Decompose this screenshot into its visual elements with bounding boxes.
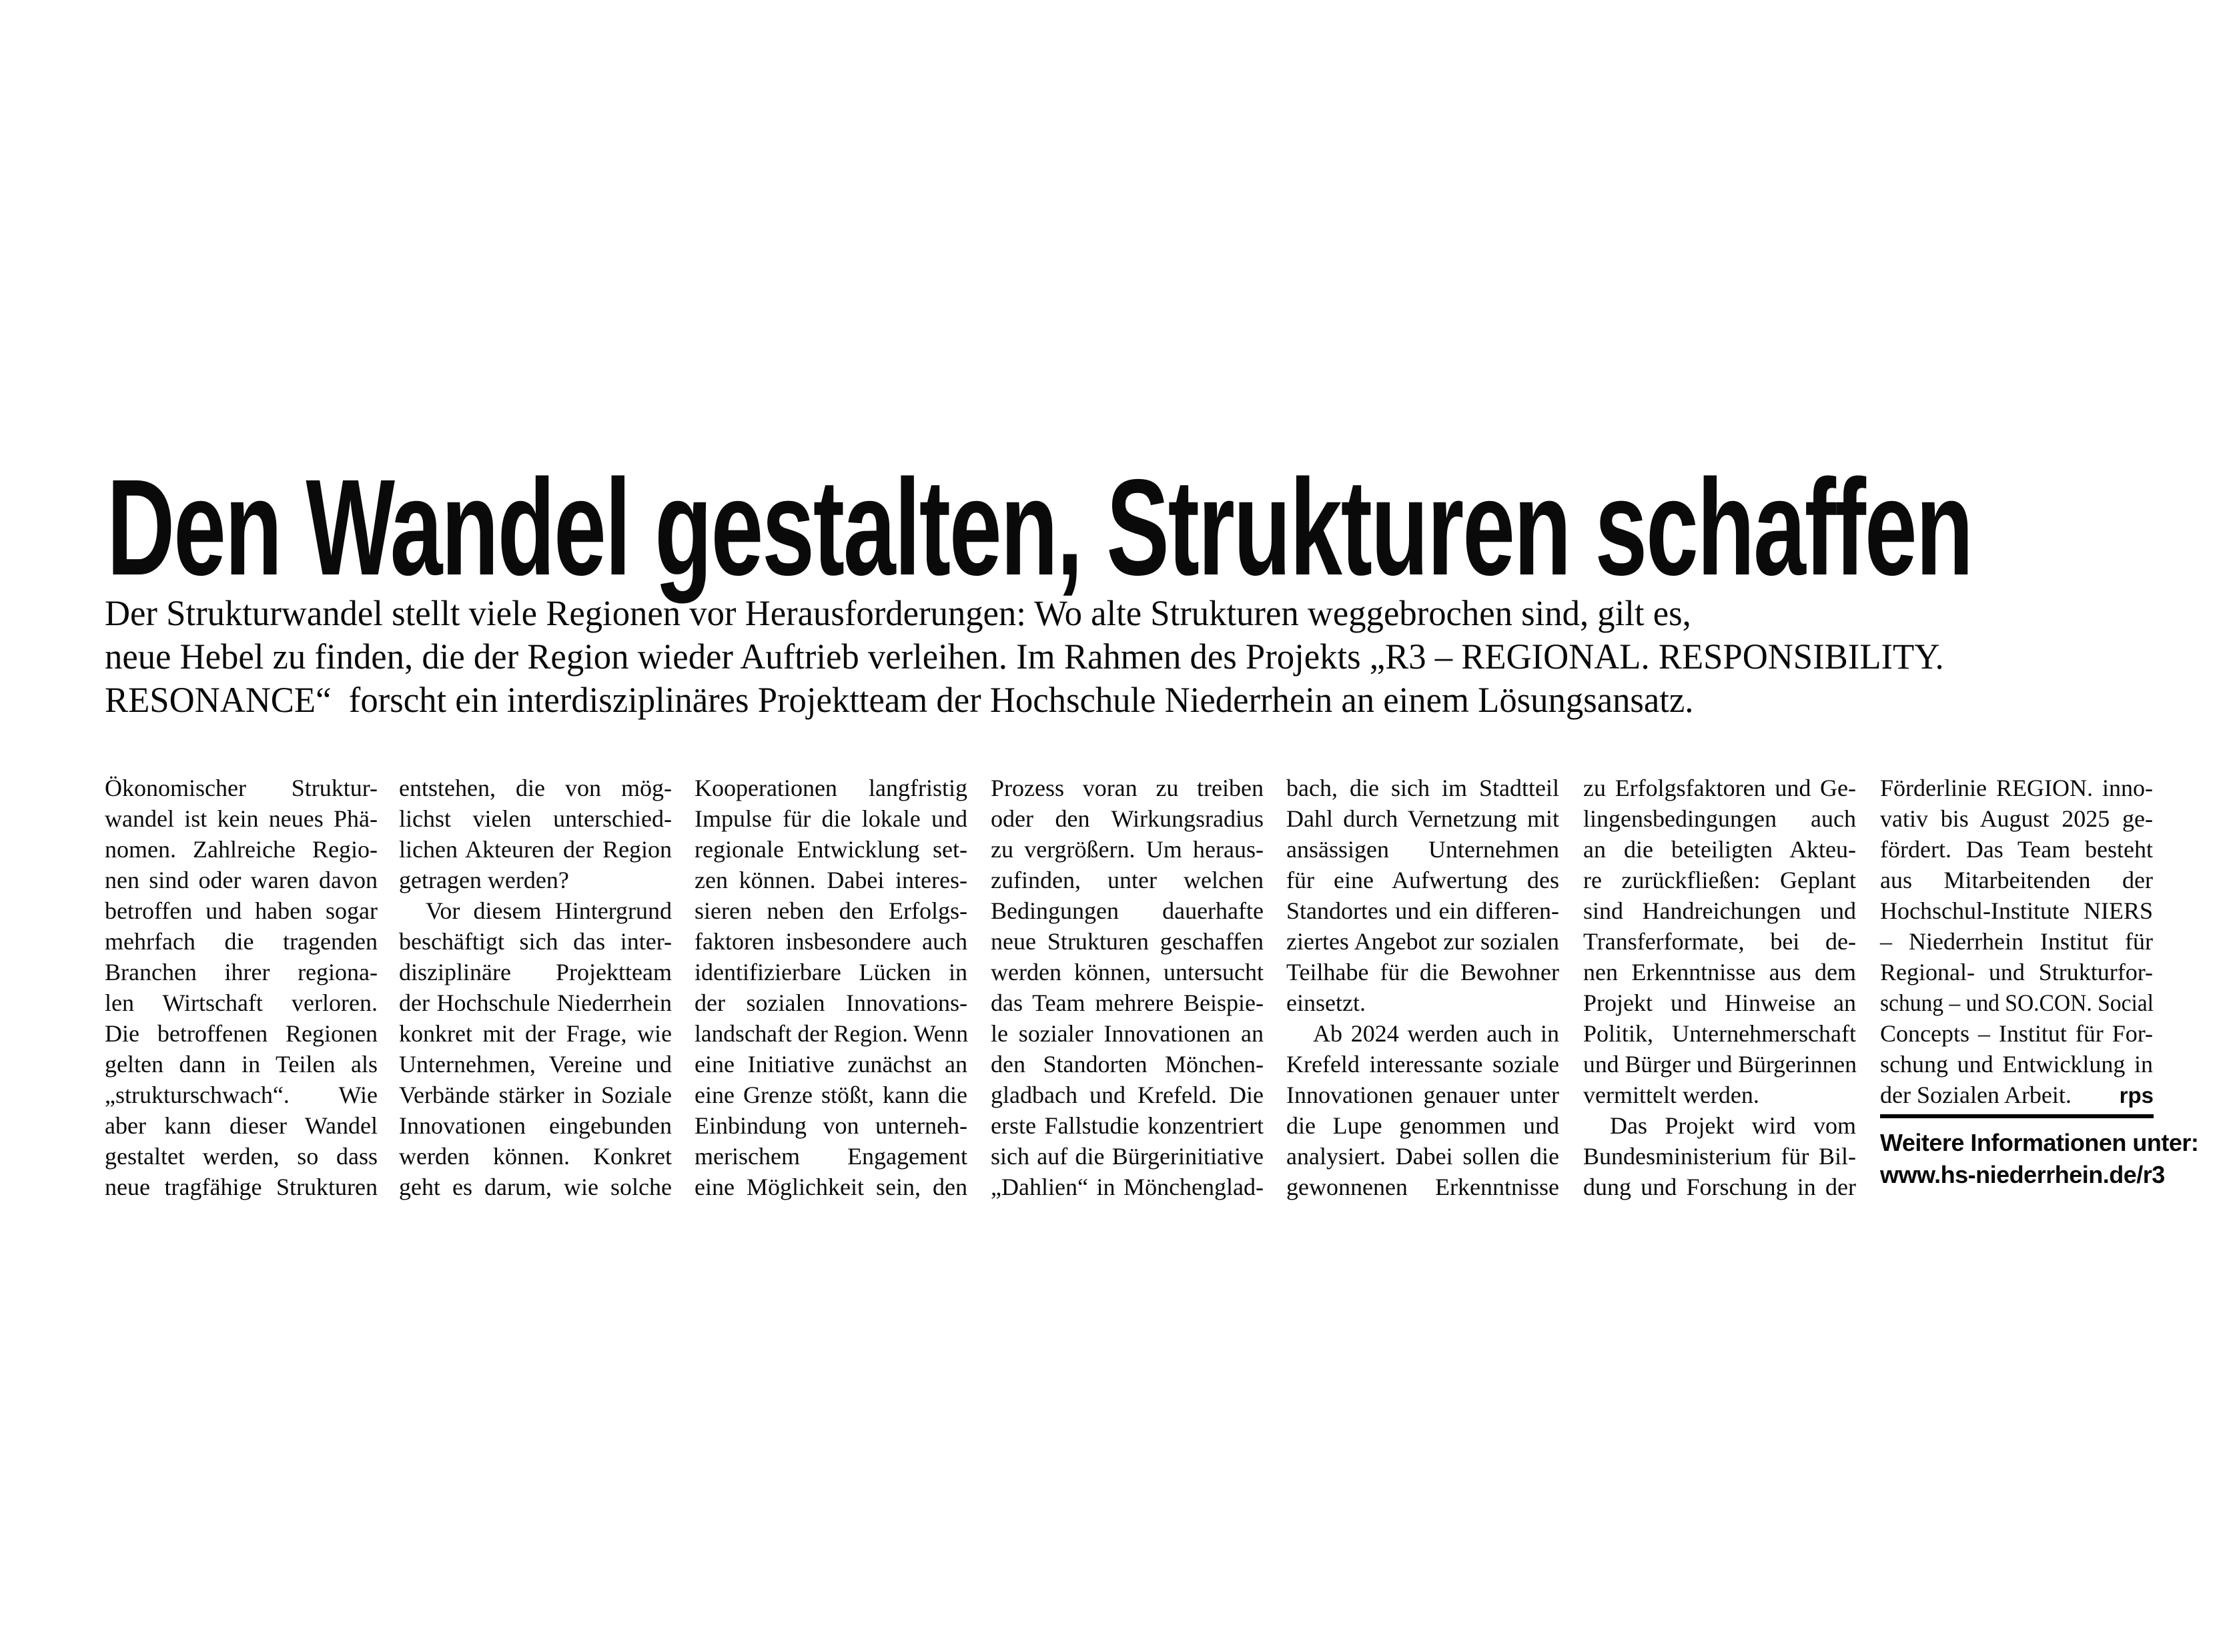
body-line <box>695 895 968 926</box>
body-line <box>1583 834 1857 865</box>
body-line-text: neue tragfähige Strukturen <box>105 1174 378 1200</box>
body-line-text: zufinden, unter welchen <box>991 867 1264 893</box>
body-line <box>399 1018 673 1049</box>
body-line <box>1286 865 1560 895</box>
body-line <box>1880 865 2154 895</box>
body-line-text: ziertes Angebot zur sozialen <box>1286 928 1559 955</box>
body-line <box>105 957 378 987</box>
body-line-text: Regional- und Strukturfor- <box>1880 959 2153 985</box>
body-line-text: zen können. Dabei interes- <box>695 867 967 893</box>
body-line-text: Das Projekt wird vom <box>1610 1112 1856 1139</box>
body-line-text: „strukturschwach“. Wie <box>105 1082 378 1108</box>
body-line <box>991 773 1264 803</box>
article-column-3 <box>695 773 968 1202</box>
lead-line: RESONANCE“ forscht ein interdisziplinäres Projektteam der Hochschule Niederrhein an einem Lösungsansatz. <box>105 680 1694 720</box>
body-line-text: Bundesministerium für Bil- <box>1583 1143 1856 1170</box>
body-line <box>399 1110 673 1141</box>
lead-line: neue Hebel zu finden, die der Region wieder Auftrieb verleihen. Im Rahmen des Projekts „R3 – REGIONAL. RESPONSIBILITY. <box>105 637 1944 677</box>
body-line-text: Teilhabe für die Bewohner <box>1286 959 1559 985</box>
body-line <box>1880 926 2154 957</box>
body-line <box>399 865 673 895</box>
body-line-text: re zurückfließen: Geplant <box>1583 867 1856 893</box>
body-line <box>695 803 968 834</box>
body-line-text: landschaft der Region. Wenn <box>695 1020 968 1047</box>
body-line-text: Ab 2024 werden auch in <box>1313 1020 1559 1047</box>
body-line-text: regionale Entwicklung set- <box>695 836 967 863</box>
body-line-text: gewonnenen Erkenntnisse <box>1286 1174 1559 1200</box>
body-line-text: nen sind oder waren davon <box>105 867 378 893</box>
body-line-text: Prozess voran zu treiben <box>991 775 1264 801</box>
body-line-text: Förderlinie REGION. inno- <box>1880 775 2153 801</box>
body-line-text: wandel ist kein neues Phä- <box>105 805 378 832</box>
body-line <box>1286 803 1560 834</box>
body-line <box>1286 1172 1560 1202</box>
body-line-text: Projekt und Hinweise an <box>1583 989 1856 1016</box>
body-line <box>399 926 673 957</box>
article-column-4 <box>991 773 1264 1202</box>
body-line <box>695 834 968 865</box>
body-line <box>105 926 378 957</box>
body-line <box>991 1172 1264 1202</box>
body-line-text: nomen. Zahlreiche Regio- <box>105 836 378 863</box>
body-line-text: Branchen ihrer regiona- <box>105 959 378 985</box>
body-line-text: sich auf die Bürgerinitiative <box>991 1143 1264 1170</box>
body-line <box>1583 987 1857 1018</box>
body-line-text: lingensbedingungen auch <box>1583 805 1856 832</box>
body-line <box>399 773 673 803</box>
body-line <box>1880 1049 2154 1080</box>
body-line <box>399 803 673 834</box>
body-line <box>1286 834 1560 865</box>
body-line <box>1880 987 2154 1018</box>
body-line-text: Die betroffenen Regionen <box>105 1020 378 1047</box>
body-line-text: für eine Aufwertung des <box>1286 867 1559 893</box>
body-line-text: schung und Entwicklung in <box>1880 1051 2153 1078</box>
article-column-5 <box>1286 773 1560 1202</box>
body-line <box>1286 957 1560 987</box>
body-line-text: Dahl durch Vernetzung mit <box>1286 805 1559 832</box>
body-line <box>695 865 968 895</box>
body-line <box>1583 895 1857 926</box>
body-line-text: aus Mitarbeitenden der <box>1880 867 2153 893</box>
body-line <box>105 773 378 803</box>
body-line <box>1583 926 1857 957</box>
body-line <box>399 834 673 865</box>
body-line <box>1880 773 2154 803</box>
body-line-text: sieren neben den Erfolgs- <box>695 897 967 924</box>
body-line <box>991 803 1264 834</box>
body-line-text: gladbach und Krefeld. Die <box>991 1082 1264 1108</box>
body-line-text: faktoren insbesondere auch <box>695 928 967 955</box>
body-line <box>1583 957 1857 987</box>
body-line <box>399 1141 673 1172</box>
body-line-text: der Hochschule Niederrhein <box>399 989 672 1016</box>
body-line-text: Hochschul-Institute NIERS <box>1880 897 2153 924</box>
body-line-text: einsetzt. <box>1286 989 1366 1016</box>
article-column-6 <box>1583 773 1857 1202</box>
body-line-text: neue Strukturen geschaffen <box>991 928 1264 955</box>
body-line-text: geht es darum, wie solche <box>399 1174 672 1200</box>
body-line-text: merischem Engagement <box>695 1143 967 1170</box>
body-line-text: eine Möglichkeit sein, den <box>695 1174 967 1200</box>
body-line-text: Vor diesem Hintergrund <box>426 897 672 924</box>
body-line <box>1880 834 2154 865</box>
body-line <box>695 1018 968 1049</box>
body-line <box>695 1172 968 1202</box>
more-info-heading: Weitere Informationen unter: <box>1880 1129 2199 1156</box>
body-line <box>1286 1080 1560 1110</box>
body-line-text: dung und Forschung in der <box>1583 1174 1856 1200</box>
body-line <box>105 1172 378 1202</box>
body-line-text: Ökonomischer Struktur- <box>105 775 378 801</box>
body-line-text: Standortes und ein differen- <box>1286 897 1559 924</box>
body-line-text: disziplinäre Projektteam <box>399 959 672 985</box>
body-line-text: Verbände stärker in Soziale <box>399 1082 672 1108</box>
body-line <box>105 987 378 1018</box>
body-line-text: nen Erkenntnisse aus dem <box>1583 959 1856 985</box>
lead-line: Der Strukturwandel stellt viele Regionen vor Herausforderungen: Wo alte Strukturen weggebrochen sind, gilt es, <box>105 593 1691 633</box>
article-column-2 <box>399 773 673 1202</box>
body-line-text: ansässigen Unternehmen <box>1286 836 1559 863</box>
body-line <box>991 1018 1264 1049</box>
body-line <box>1880 957 2154 987</box>
body-line <box>1583 773 1857 803</box>
body-line-text: den Standorten Mönchen- <box>991 1051 1264 1078</box>
body-line <box>1286 1110 1560 1141</box>
article-column-7 <box>1880 773 2199 1191</box>
body-line-text: der sozialen Innovations- <box>695 989 967 1016</box>
body-line-text: bach, die sich im Stadtteil <box>1286 775 1559 801</box>
body-line <box>1880 895 2154 926</box>
body-line <box>695 1049 968 1080</box>
body-line-text: le sozialer Innovationen an <box>991 1020 1264 1047</box>
body-line <box>105 1018 378 1049</box>
body-line-text: – Niederrhein Institut für <box>1880 928 2153 955</box>
body-line-text: Krefeld interessante soziale <box>1286 1051 1559 1078</box>
body-line-text: len Wirtschaft verloren. <box>105 989 378 1016</box>
body-line <box>991 1141 1264 1172</box>
body-line <box>105 1049 378 1080</box>
body-line-text: mehrfach die tragenden <box>105 928 378 955</box>
body-line <box>105 865 378 895</box>
body-line <box>695 926 968 957</box>
body-line <box>1286 773 1560 803</box>
body-line <box>1286 987 1560 1018</box>
more-info-url: www.hs-niederrhein.de/r3 <box>1880 1161 2165 1188</box>
body-line-text: eine Initiative zunächst an <box>695 1051 967 1078</box>
body-line-text: Transferformate, bei de- <box>1583 928 1856 955</box>
body-line-text: Innovationen genauer unter <box>1286 1082 1559 1108</box>
body-line <box>1583 865 1857 895</box>
body-line <box>105 803 378 834</box>
body-line-text: analysiert. Dabei sollen die <box>1286 1143 1559 1170</box>
body-line <box>1583 1080 1857 1110</box>
body-line-text: und Bürger und Bürgerinnen <box>1583 1051 1857 1078</box>
body-line-text: fördert. Das Team besteht <box>1880 836 2153 863</box>
body-line <box>399 1080 673 1110</box>
body-line <box>991 1110 1264 1141</box>
body-line <box>1880 1018 2154 1049</box>
body-line-text: sind Handreichungen und <box>1583 897 1856 924</box>
body-line-text: der Sozialen Arbeit. <box>1880 1082 2072 1108</box>
body-line-text: werden können, untersucht <box>991 959 1264 985</box>
body-line <box>399 957 673 987</box>
body-line-text: Innovationen eingebunden <box>399 1112 672 1139</box>
body-line-text: gelten dann in Teilen als <box>105 1051 378 1078</box>
body-line-text: lichen Akteuren der Region <box>399 836 672 863</box>
body-line <box>399 895 673 926</box>
body-line <box>1583 803 1857 834</box>
body-line-text: vermittelt werden. <box>1583 1082 1759 1108</box>
body-line <box>1286 895 1560 926</box>
body-line <box>991 987 1264 1018</box>
body-line <box>105 895 378 926</box>
article-lead <box>105 592 2146 722</box>
body-line <box>1583 1141 1857 1172</box>
body-line-text: an die beteiligten Akteu- <box>1583 836 1856 863</box>
article-column-1 <box>105 773 378 1202</box>
body-line <box>695 957 968 987</box>
body-line <box>991 834 1264 865</box>
body-line <box>1286 1141 1560 1172</box>
body-line-text: Einbindung von unterneh- <box>695 1112 967 1139</box>
article-headline: Den Wandel gestalten, Strukturen schaffen <box>107 451 1972 604</box>
body-line <box>1286 1049 1560 1080</box>
body-line-text: Concepts – Institut für For- <box>1880 1020 2153 1047</box>
body-line-text: zu Erfolgsfaktoren und Ge- <box>1583 775 1856 801</box>
body-line <box>1880 1080 2154 1110</box>
body-line <box>695 773 968 803</box>
body-line <box>1583 1018 1857 1049</box>
body-line-text: Impulse für die lokale und <box>695 805 967 832</box>
body-line-text: das Team mehrere Beispie- <box>991 989 1264 1016</box>
body-line <box>695 1080 968 1110</box>
body-line-text: gestaltet werden, so dass <box>105 1143 378 1170</box>
body-line <box>105 1110 378 1141</box>
body-line <box>105 1080 378 1110</box>
body-line-text: identifizierbare Lücken in <box>695 959 967 985</box>
body-line <box>695 1110 968 1141</box>
body-line-text: aber kann dieser Wandel <box>105 1112 378 1139</box>
body-line-text: zu vergrößern. Um heraus- <box>991 836 1264 863</box>
body-line <box>1286 926 1560 957</box>
body-line <box>991 865 1264 895</box>
body-line <box>105 1141 378 1172</box>
body-line-text: Unternehmen, Vereine und <box>399 1051 672 1078</box>
body-line-text: werden können. Konkret <box>399 1143 672 1170</box>
body-line-text: getragen werden? <box>399 867 569 893</box>
body-line-text: Politik, Unternehmerschaft <box>1583 1020 1856 1047</box>
body-line <box>399 1172 673 1202</box>
body-line-text: betroffen und haben sogar <box>105 897 378 924</box>
body-line <box>399 1049 673 1080</box>
body-line <box>991 957 1264 987</box>
body-line <box>105 834 378 865</box>
body-line <box>991 926 1264 957</box>
body-line <box>991 895 1264 926</box>
body-line-text: lichst vielen unterschied- <box>399 805 672 832</box>
body-line-text: Bedingungen dauerhafte <box>991 897 1264 924</box>
body-line-text: vativ bis August 2025 ge- <box>1880 805 2153 832</box>
body-line <box>399 987 673 1018</box>
body-line-text: konkret mit der Frage, wie <box>399 1020 672 1047</box>
body-line <box>1880 803 2154 834</box>
body-line-text: „Dahlien“ in Mönchenglad- <box>991 1174 1264 1200</box>
body-line <box>1583 1172 1857 1202</box>
body-line-text: beschäftigt sich das inter- <box>399 928 672 955</box>
body-line-text: eine Grenze stößt, kann die <box>695 1082 967 1108</box>
body-line <box>695 987 968 1018</box>
body-line <box>991 1049 1264 1080</box>
body-line <box>1583 1110 1857 1141</box>
body-line-text: Kooperationen langfristig <box>695 775 967 801</box>
body-line <box>1286 1018 1560 1049</box>
divider-rule <box>1880 1114 2154 1118</box>
author-signature: rps <box>2119 1083 2154 1108</box>
body-line-text: schung – und SO.CON. Social <box>1880 989 2154 1016</box>
body-line-text: entstehen, die von mög- <box>399 775 672 801</box>
body-line-text: erste Fallstudie konzentriert <box>991 1112 1264 1139</box>
body-line <box>1583 1049 1857 1080</box>
body-line-text: die Lupe genommen und <box>1286 1112 1559 1139</box>
body-line <box>991 1080 1264 1110</box>
body-line <box>695 1141 968 1172</box>
body-line-text: oder den Wirkungsradius <box>991 805 1264 832</box>
